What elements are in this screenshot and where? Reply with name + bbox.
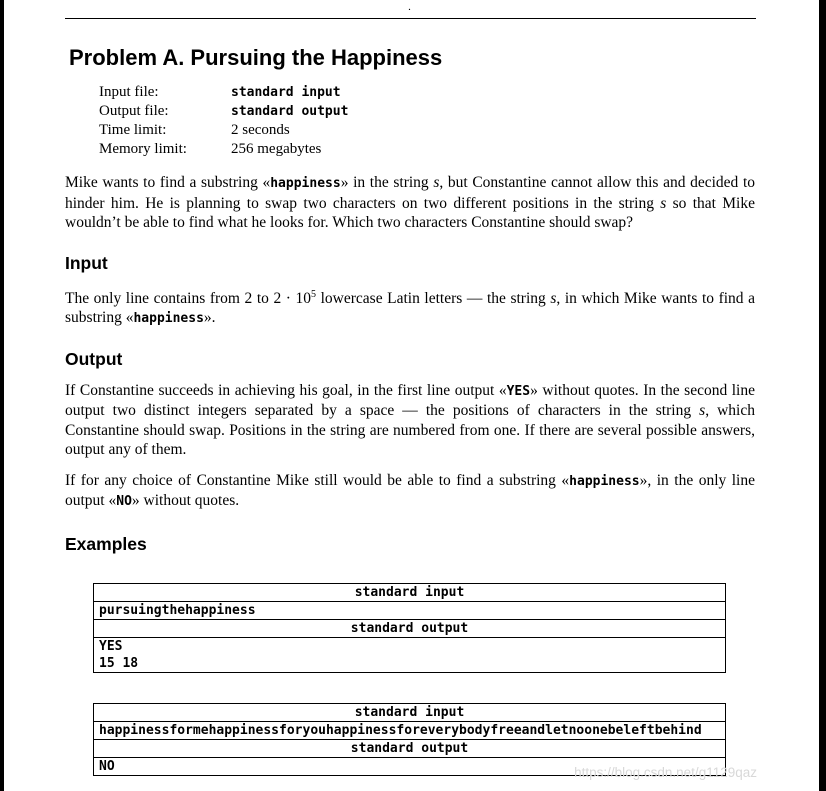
section-heading-output: Output: [65, 348, 123, 369]
page-header-mark: .: [408, 1, 411, 13]
inline-code: happiness: [270, 176, 341, 191]
text-segment: » in the string: [340, 174, 434, 191]
text-segment: , but Constantine cannot allow this and decided to hinder him. He is planning to swap two characters on two different positions in the string: [65, 174, 755, 212]
meta-label: Output file:: [99, 103, 169, 119]
text-segment: The only line contains from 2 to 2 · 10: [65, 289, 312, 307]
example-input-line: pursuingthehappiness: [99, 602, 256, 618]
text-segment: , which Constantine should swap. Positions in the string are numbered from one. If there are several possible answers, output any of them.: [65, 402, 755, 459]
meta-label: Time limit:: [99, 122, 167, 138]
text-segment: » without quotes. In the second line output two distinct integers separated by a space — the positions of characters in the string: [65, 381, 755, 420]
text-segment: If Constantine succeeds in achieving his goal, in the first line output «: [65, 381, 507, 399]
inline-code: happiness: [133, 311, 204, 327]
page-right-border: [819, 0, 826, 791]
text-segment: Mike wants to find a substring «: [65, 174, 271, 191]
example-output-header: standard output: [94, 739, 725, 758]
text-segment: If for any choice of Constantine Mike still would be able to find a substring «: [65, 471, 570, 489]
math-var: s: [550, 289, 557, 307]
page-left-border: [0, 0, 4, 791]
output-paragraph-2: [65, 471, 755, 512]
input-paragraph: [65, 285, 755, 329]
csdn-watermark: https://blog.csdn.net/g1129qaz: [574, 765, 757, 780]
meta-value: standard input: [231, 85, 341, 100]
example-output-line: 15 18: [99, 655, 139, 671]
text-segment: », in the only line output «: [65, 471, 755, 510]
meta-row-output-file: [99, 102, 755, 121]
inline-code: happiness: [569, 473, 640, 489]
text-segment: , in which Mike wants to find a substring «: [65, 289, 755, 327]
problem-meta: [99, 83, 755, 159]
output-paragraph-1: [65, 381, 755, 460]
section-heading-input: Input: [65, 252, 108, 273]
text-segment: ».: [203, 309, 216, 327]
text-segment: so that Mike wouldn’t be able to find what he looks for. Which two characters Constantine should swap?: [65, 194, 755, 231]
example-output-line: NO: [99, 758, 115, 774]
example-input-header: standard input: [94, 704, 725, 722]
meta-value: 256 megabytes: [231, 141, 322, 157]
example-table-1: [93, 583, 726, 673]
exponent: 5: [311, 288, 317, 300]
meta-label: Input file:: [99, 84, 159, 100]
meta-label: Memory limit:: [99, 141, 187, 157]
meta-row-time-limit: [99, 121, 755, 140]
example-output-header: standard output: [94, 619, 725, 638]
document-content: [65, 19, 755, 791]
section-heading-examples: Examples: [65, 533, 147, 554]
meta-value: standard output: [231, 104, 349, 119]
example-output-line: YES: [99, 638, 123, 654]
example-input-line: happinessformehappinessforyouhappinessforeverybodyfreeandletnoonebeleftbehind: [99, 722, 702, 738]
inline-code: NO: [116, 494, 132, 510]
statement-paragraph: [65, 173, 755, 233]
inline-code: YES: [506, 383, 531, 399]
math-var: s: [433, 174, 440, 191]
math-var: s: [660, 194, 667, 212]
text-segment: lowercase Latin letters — the string: [316, 289, 551, 307]
meta-row-input-file: [99, 83, 755, 102]
meta-value: 2 seconds: [231, 122, 290, 138]
meta-row-memory-limit: [99, 140, 755, 159]
math-var: s: [699, 402, 706, 420]
text-segment: » without quotes.: [131, 492, 240, 510]
problem-title: Problem A. Pursuing the Happiness: [69, 45, 443, 70]
example-input-header: standard input: [94, 584, 725, 602]
